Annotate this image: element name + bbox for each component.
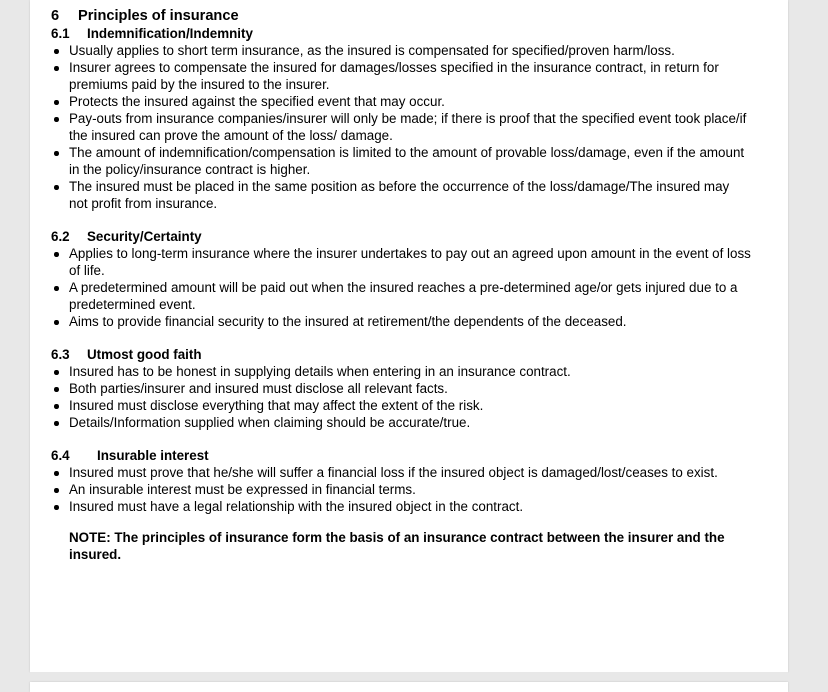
list-item: A predetermined amount will be paid out when the insured reaches a pre-determined age/or gets injured due to a predetermined event. (51, 279, 751, 313)
list-item: Insurer agrees to compensate the insured for damages/losses specified in the insurance contract, in return for premiums paid by the insured to the insurer. (51, 59, 751, 93)
subsection-heading-good-faith (51, 346, 751, 363)
document-content (51, 7, 751, 563)
bullet-list-insurable-interest (51, 464, 751, 515)
list-item: Insured has to be honest in supplying details when entering in an insurance contract. (51, 363, 751, 380)
bullet-list-indemnity (51, 42, 751, 212)
section-number: 6 (51, 8, 60, 24)
subsection-heading-indemnity (51, 25, 751, 42)
list-item: Aims to provide financial security to the insured at retirement/the dependents of the deceased. (51, 313, 751, 330)
subsection-title: Security/Certainty (87, 229, 202, 244)
note-text: NOTE: The principles of insurance form the basis of an insurance contract between the insurer and the insured. (69, 530, 725, 562)
document-page (30, 0, 788, 672)
list-item: Protects the insured against the specified event that may occur. (51, 93, 751, 110)
list-item: The amount of indemnification/compensation is limited to the amount of provable loss/damage, even if the amount in the policy/insurance contract is higher. (51, 144, 751, 178)
subsection-number: 6.1 (51, 26, 70, 41)
list-item: Pay-outs from insurance companies/insurer will only be made; if there is proof that the specified event took place/if the insured can prove the amount of the loss/ damage. (51, 110, 751, 144)
subsection-title: Utmost good faith (87, 347, 202, 362)
next-page-edge (30, 682, 788, 692)
list-item: Usually applies to short term insurance, as the insured is compensated for specified/proven harm/loss. (51, 42, 751, 59)
list-item: Applies to long-term insurance where the insurer undertakes to pay out an agreed upon amount in the event of loss of life. (51, 245, 751, 279)
spacer (51, 431, 751, 447)
list-item: Insured must prove that he/she will suffer a financial loss if the insured object is damaged/lost/ceases to exist. (51, 464, 751, 481)
spacer (51, 212, 751, 228)
list-item: The insured must be placed in the same position as before the occurrence of the loss/damage/The insured may not profit from insurance. (51, 178, 751, 212)
section-title: Principles of insurance (78, 8, 239, 24)
subsection-title: Insurable interest (97, 448, 209, 463)
subsection-heading-insurable-interest (51, 447, 751, 464)
subsection-title: Indemnification/Indemnity (87, 26, 253, 41)
section-heading (51, 7, 751, 25)
bullet-list-good-faith (51, 363, 751, 431)
subsection-heading-security (51, 228, 751, 245)
subsection-number: 6.2 (51, 229, 70, 244)
list-item: Insured must have a legal relationship with the insured object in the contract. (51, 498, 751, 515)
bullet-list-security (51, 245, 751, 330)
subsection-number: 6.4 (51, 448, 70, 463)
subsection-number: 6.3 (51, 347, 70, 362)
list-item: Both parties/insurer and insured must disclose all relevant facts. (51, 380, 751, 397)
list-item: Details/Information supplied when claiming should be accurate/true. (51, 414, 751, 431)
spacer (51, 515, 751, 529)
list-item: Insured must disclose everything that may affect the extent of the risk. (51, 397, 751, 414)
spacer (51, 330, 751, 346)
list-item: An insurable interest must be expressed in financial terms. (51, 481, 751, 498)
